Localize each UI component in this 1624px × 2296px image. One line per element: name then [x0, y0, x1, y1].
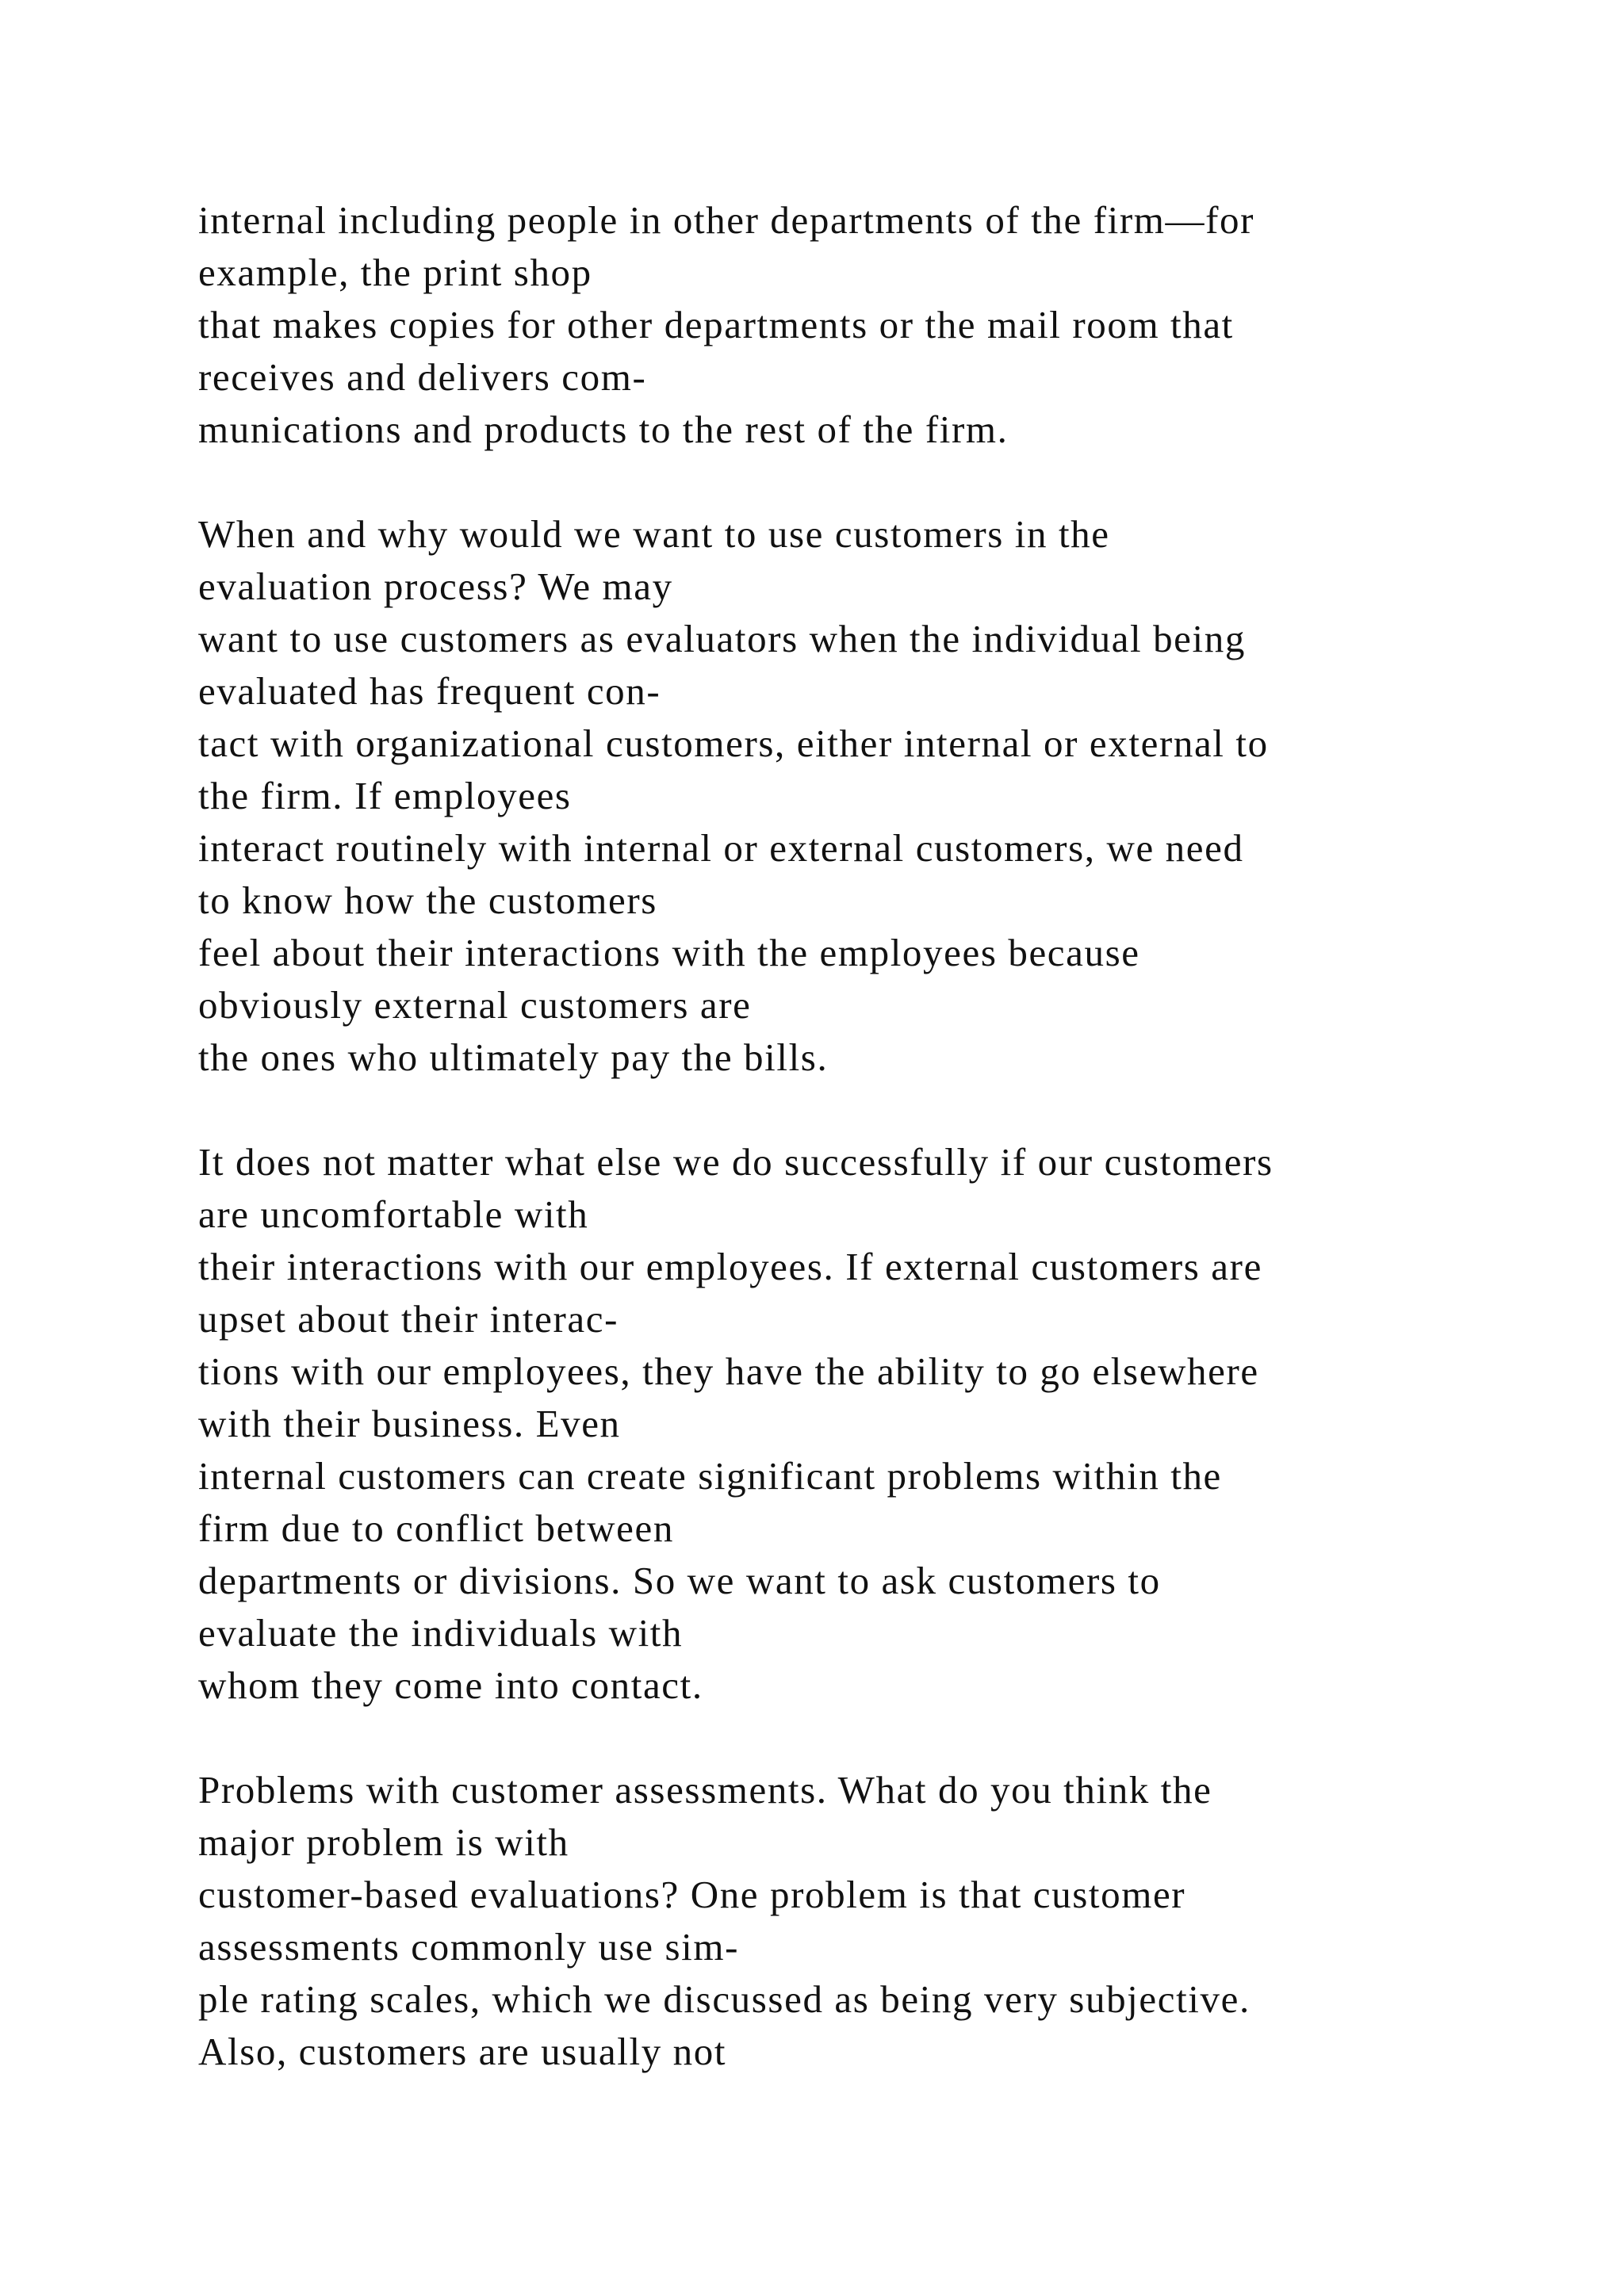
- text-line: the firm. If employees: [198, 774, 572, 817]
- text-line: are uncomfortable with: [198, 1192, 589, 1236]
- text-line: departments or divisions. So we want to ask customers to: [198, 1559, 1161, 1602]
- text-line: to know how the customers: [198, 878, 657, 922]
- text-line: evaluate the individuals with: [198, 1611, 684, 1655]
- text-line: with their business. Even: [198, 1402, 621, 1445]
- text-line: evaluation process? We may: [198, 564, 673, 608]
- text-line: assessments commonly use sim-: [198, 1925, 739, 1969]
- text-line: tions with our employees, they have the ability to go elsewhere: [198, 1349, 1259, 1393]
- text-line: internal customers can create significant problems within the: [198, 1454, 1222, 1498]
- text-line: that makes copies for other departments or the mail room that: [198, 303, 1234, 346]
- paragraph-gap: [198, 456, 1546, 508]
- text-line: the ones who ultimately pay the bills.: [198, 1035, 829, 1079]
- text-line: evaluated has frequent con-: [198, 669, 661, 713]
- paragraph: [198, 1136, 1546, 1712]
- paragraph-gap: [198, 1084, 1546, 1136]
- paragraph: [198, 194, 1546, 456]
- text-line: example, the print shop: [198, 251, 592, 294]
- text-line: Also, customers are usually not: [198, 2030, 727, 2073]
- paragraph: [198, 508, 1546, 1084]
- text-line: Problems with customer assessments. What do you think the: [198, 1768, 1212, 1812]
- text-line: internal including people in other departments of the firm—for: [198, 198, 1254, 242]
- text-line: It does not matter what else we do successfully if our customers: [198, 1140, 1274, 1184]
- text-line: ple rating scales, which we discussed as being very subjective.: [198, 1977, 1251, 2021]
- text-line: interact routinely with internal or external customers, we need: [198, 826, 1244, 870]
- text-line: obviously external customers are: [198, 983, 752, 1027]
- text-line: want to use customers as evaluators when the individual being: [198, 617, 1246, 660]
- document-body: [198, 194, 1546, 2078]
- text-line: receives and delivers com-: [198, 355, 647, 399]
- paragraph-gap: [198, 1712, 1546, 1764]
- text-line: whom they come into contact.: [198, 1663, 703, 1707]
- text-line: feel about their interactions with the employees because: [198, 931, 1140, 974]
- text-line: tact with organizational customers, either internal or external to: [198, 721, 1269, 765]
- text-line: upset about their interac-: [198, 1297, 619, 1341]
- paragraph: [198, 1764, 1546, 2078]
- text-line: munications and products to the rest of the firm.: [198, 408, 1009, 451]
- text-line: When and why would we want to use customers in the: [198, 512, 1110, 556]
- text-line: customer-based evaluations? One problem is that customer: [198, 1873, 1186, 1916]
- text-line: major problem is with: [198, 1820, 569, 1864]
- text-line: their interactions with our employees. If external customers are: [198, 1245, 1262, 1288]
- text-line: firm due to conflict between: [198, 1506, 674, 1550]
